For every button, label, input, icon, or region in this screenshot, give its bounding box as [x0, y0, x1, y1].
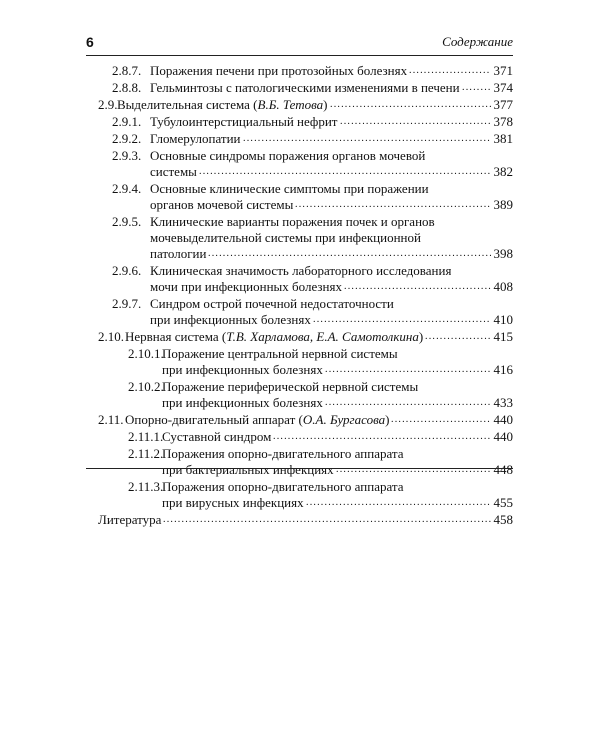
toc-entry-page-number: 410: [493, 312, 513, 327]
toc-entry-title-line: [162, 446, 404, 462]
toc-entry-title-line: [162, 479, 404, 495]
toc-entry-number: 2.9.3.: [112, 148, 142, 163]
toc-entry-page-number: 374: [493, 80, 513, 95]
toc-entry-page-number: 378: [493, 114, 513, 129]
toc-entry-number: 2.11.: [98, 412, 124, 427]
toc-entry-page-number: 440: [493, 412, 513, 427]
toc-entry-number: 2.11.1.: [128, 429, 164, 444]
toc-entry-title-text: Суставной синдром: [162, 429, 272, 444]
toc-entry-number: 2.11.3.: [128, 479, 164, 494]
toc-entry-author: Т.В. Харламова, Е.А. Самотолкина: [226, 329, 419, 344]
toc-entry-page-number: 455: [493, 495, 513, 510]
toc-entry-title-line: [117, 97, 328, 113]
toc-entry-page-number: 458: [493, 512, 513, 527]
toc-entry-title-text: мочевыделительной системы при инфекционной: [150, 230, 421, 245]
toc-entry-page-number: 440: [493, 429, 513, 444]
toc-entry-number: 2.8.8.: [112, 80, 142, 95]
toc-entry-page-number: 448: [493, 462, 513, 477]
toc-entry-number: 2.9.5.: [112, 214, 142, 229]
toc-dot-leader: [313, 312, 491, 328]
toc-entry-page-number: 433: [493, 395, 513, 410]
toc-dot-leader: [344, 279, 491, 295]
toc-entry-title-line: [150, 181, 429, 197]
toc-entry-title-line: [150, 197, 293, 213]
toc-entry-title-line: [150, 279, 342, 295]
toc-entry-number: 2.9.1.: [112, 114, 142, 129]
toc-entry-title-line: [162, 395, 323, 411]
toc-dot-leader: [273, 429, 491, 445]
toc-entry-title-line: [162, 362, 323, 378]
toc-entry-title-line: [162, 346, 398, 362]
toc-entry-title-line: [150, 131, 241, 147]
toc-entry-title-line: [125, 329, 423, 345]
toc-entry-title-text: органов мочевой системы: [150, 197, 294, 212]
toc-entry-title-text: Клиническая значимость лабораторного исследования: [150, 263, 452, 278]
toc-dot-leader: [330, 97, 491, 113]
toc-entry-number: 2.10.2.: [128, 379, 164, 394]
toc-entry-title-line: [162, 429, 271, 445]
toc-entry-number: 2.9.4.: [112, 181, 142, 196]
toc-entry-page-number: 415: [493, 329, 513, 344]
toc-entry-title-text: Гельминтозы с патологическими изменениями в печени: [150, 80, 460, 95]
page-header: [86, 34, 513, 54]
toc-entry-number: 2.9.7.: [112, 296, 142, 311]
toc-entry-title-text: Нервная система (: [125, 329, 227, 344]
toc-entry-title-text: Синдром острой почечной недостаточности: [150, 296, 394, 311]
toc-entry-page-number: 398: [493, 246, 513, 261]
toc-entry-page-number: 416: [493, 362, 513, 377]
toc-entry-author: О.А. Бургасова: [302, 412, 386, 427]
toc-entry-title-text: Тубулоинтерстициальный нефрит: [150, 114, 338, 129]
toc-dot-leader: [199, 164, 491, 180]
toc-entry-title-text: Литература: [98, 512, 162, 527]
page-number: 6: [86, 34, 94, 50]
toc-entry-page-number: 408: [493, 279, 513, 294]
toc-entry-title-text: Клинические варианты поражения почек и органов: [150, 214, 435, 229]
toc-entry-page-number: 389: [493, 197, 513, 212]
toc-entry-title-text: при вирусных инфекциях: [162, 495, 304, 510]
toc-dot-leader: [295, 197, 491, 213]
toc-dot-leader: [425, 329, 491, 345]
toc-entry-title-text: при инфекционных болезнях: [150, 312, 311, 327]
toc-entry-title-text: Поражения печени при протозойных болезнях: [150, 63, 408, 78]
toc-entry-number: 2.9.6.: [112, 263, 142, 278]
toc-entry-number: 2.11.2.: [128, 446, 164, 461]
toc-entry-title-line: [150, 114, 338, 130]
toc-entry-title-text: мочи при инфекционных болезнях: [150, 279, 342, 294]
header-rule: [86, 55, 513, 56]
toc-dot-leader: [391, 412, 491, 428]
toc-entry-page-number: 371: [493, 63, 513, 78]
toc-entry-title-text: Опорно-двигательный аппарат (: [125, 412, 303, 427]
toc-entry-title-line: [150, 63, 407, 79]
running-title: Содержание: [442, 34, 513, 49]
toc-entry-title-text: системы: [150, 164, 197, 179]
toc-entry-number: 2.9.: [98, 97, 118, 112]
toc-dot-leader: [306, 495, 491, 511]
toc-entry-title-line: [150, 80, 460, 96]
toc-entry-title-line: [150, 246, 206, 262]
toc-entry-title-line: [150, 164, 197, 180]
toc-entry-title-text: ): [418, 329, 424, 344]
toc-entry-title-text: Основные клинические симптомы при поражении: [150, 181, 429, 196]
toc-dot-leader: [340, 114, 491, 130]
toc-entry-title-text: при бактериальных инфекциях: [162, 462, 334, 477]
toc-entry-title-line: [150, 296, 394, 312]
toc-entry-page-number: 381: [493, 131, 513, 146]
toc-dot-leader: [325, 395, 491, 411]
toc-entry-title-text: Поражение центральной нервной системы: [162, 346, 398, 361]
toc-entry-title-line: [150, 230, 421, 246]
toc-entry-title-line: [125, 412, 389, 428]
toc-entry-page-number: 382: [493, 164, 513, 179]
toc-entry-title-line: [150, 148, 425, 164]
toc-dot-leader: [409, 63, 491, 79]
toc-entry-title-line: [150, 214, 435, 230]
toc-dot-leader: [208, 246, 491, 262]
toc-entry-title-text: ): [323, 97, 328, 112]
toc-entry-number: 2.10.: [98, 329, 124, 344]
toc-entry-title-text: патологии: [150, 246, 207, 261]
bottom-rule: [86, 468, 513, 469]
toc-dot-leader: [325, 362, 491, 378]
toc-entry-number: 2.8.7.: [112, 63, 142, 78]
toc-entry-title-text: Поражения опорно-двигательного аппарата: [162, 446, 404, 461]
toc-dot-leader: [163, 512, 491, 528]
toc-entry-title-text: Поражение периферической нервной системы: [162, 379, 419, 394]
toc-entry-title-text: Выделительная система (: [117, 97, 258, 112]
toc-entry-title-line: [162, 379, 418, 395]
toc-dot-leader: [336, 462, 491, 478]
toc-entry-title-line: [162, 495, 304, 511]
toc-dot-leader: [243, 131, 491, 147]
toc-entry-number: 2.10.1.: [128, 346, 164, 361]
toc-entry-title-text: при инфекционных болезнях: [162, 395, 323, 410]
toc-entry-title-line: [98, 512, 161, 528]
toc-entry-page-number: 377: [493, 97, 513, 112]
toc-entry-number: 2.9.2.: [112, 131, 142, 146]
toc-entry-title-line: [150, 263, 451, 279]
toc-entry-title-line: [150, 312, 311, 328]
toc-entry-title-text: ): [385, 412, 390, 427]
toc-entry-title-text: при инфекционных болезнях: [162, 362, 323, 377]
toc-entry-title-text: Основные синдромы поражения органов мочевой: [150, 148, 426, 163]
toc-entry-title-text: Гломерулопатии: [150, 131, 241, 146]
toc-entry-author: В.Б. Тетова: [257, 97, 324, 112]
toc-entry-title-text: Поражения опорно-двигательного аппарата: [162, 479, 404, 494]
toc-entry-title-line: [162, 462, 334, 478]
